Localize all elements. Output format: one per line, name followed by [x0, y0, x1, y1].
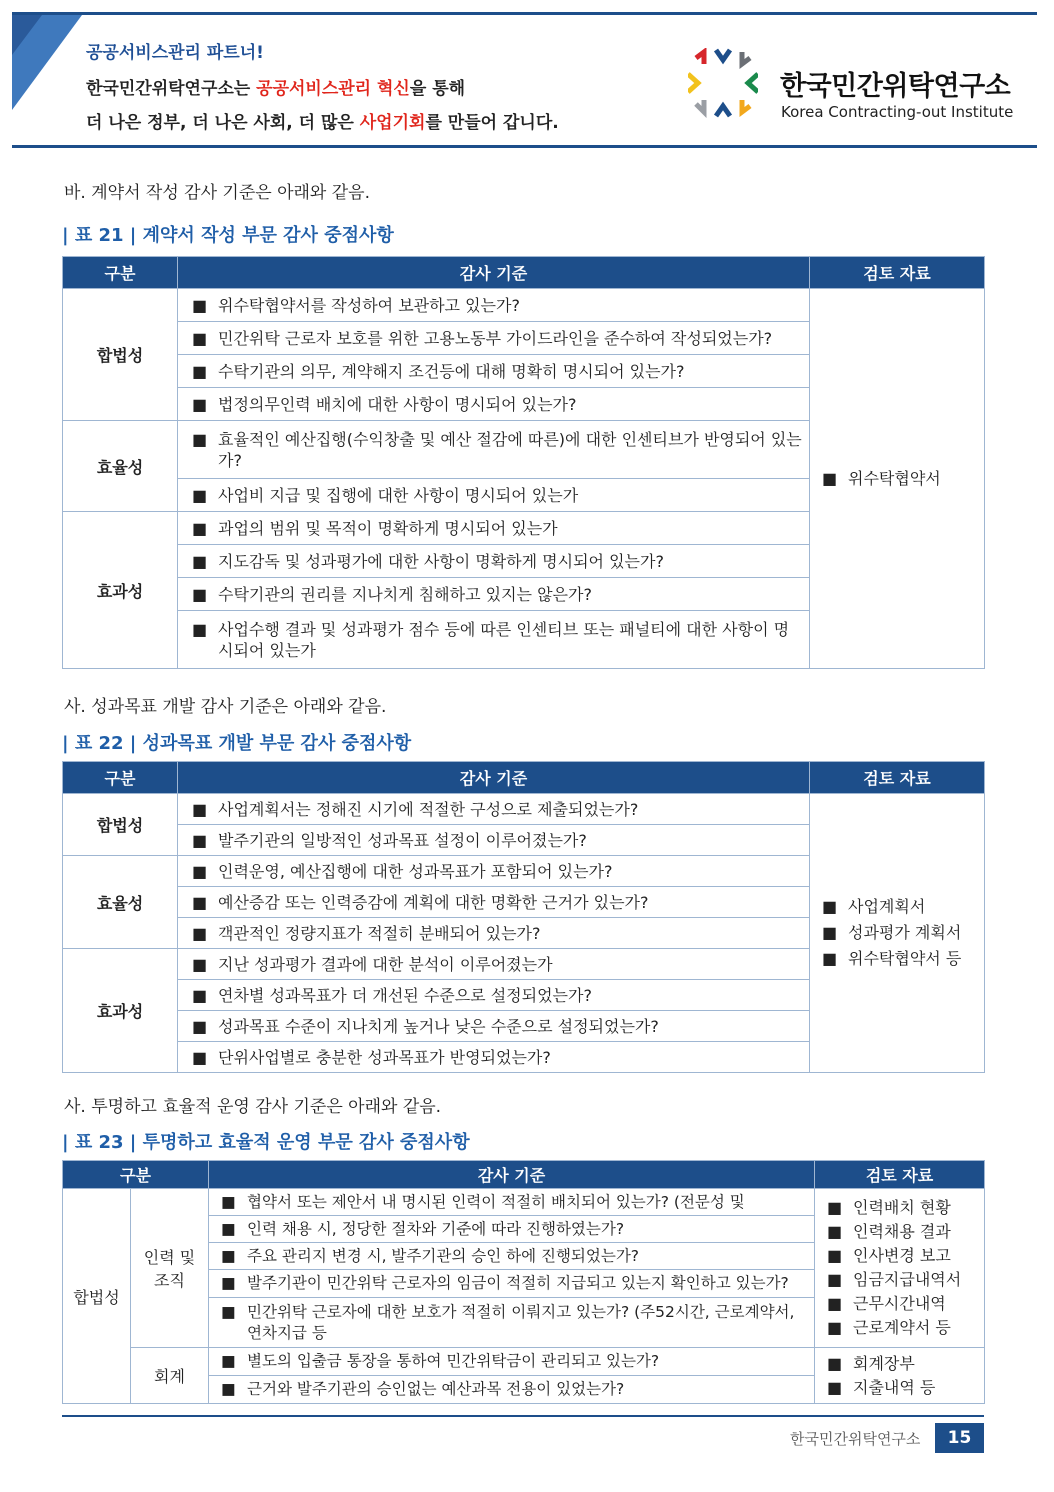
table-header-row [63, 762, 985, 794]
category-cell: 효율성 [63, 421, 178, 512]
section2-intro: 사. 성과목표 개발 감사 기준은 아래와 같음. [64, 697, 387, 717]
criteria-cell: ■ 발주기관이 민간위탁 근로자의 임금이 적절히 지급되고 있는지 확인하고 있는가? [209, 1270, 815, 1298]
table22 [62, 761, 985, 1073]
criteria-cell: ■ 인력 채용 시, 정당한 절차와 기준에 따라 진행하였는가? [209, 1216, 815, 1243]
criteria-cell: ■ 수탁기관의 권리를 지나치게 침해하고 있지는 않은가? [178, 578, 810, 611]
category-cell: 효과성 [63, 512, 178, 669]
criteria-cell: ■ 법정의무인력 배치에 대한 사항이 명시되어 있는가? [178, 388, 810, 421]
criteria-cell: ■ 협약서 또는 제안서 내 명시된 인력이 적절히 배치되어 있는가? (전문성 및 [209, 1189, 815, 1216]
tagline-innovation: 한국민간위탁연구소는 공공서비스관리 혁신을 통해 [86, 79, 466, 99]
category-cell: 합법성 [63, 1189, 131, 1404]
criteria-cell: ■ 민간위탁 근로자 보호를 위한 고용노동부 가이드라인을 준수하여 작성되었는가? [178, 322, 810, 355]
table21-caption: | 표 21 | 계약서 작성 부문 감사 중점사항 [62, 225, 394, 246]
criteria-cell: ■ 성과목표 수준이 지나치게 높거나 낮은 수준으로 설정되었는가? [178, 1011, 810, 1042]
col-header-criteria: 감사 기준 [209, 1161, 815, 1189]
table-row [63, 794, 985, 825]
header-bottom-rule [12, 145, 1037, 148]
criteria-cell: ■ 인력운영, 예산집행에 대한 성과목표가 포함되어 있는가? [178, 856, 810, 887]
col-header-review: 검토 자료 [810, 257, 985, 289]
table-row [63, 1189, 985, 1216]
criteria-cell: ■ 민간위탁 근로자에 대한 보호가 적절히 이뤄지고 있는가? (주52시간, 근로계약서, 연차지급 등 [209, 1298, 815, 1348]
criteria-cell: ■ 지난 성과평가 결과에 대한 분석이 이루어졌는가 [178, 949, 810, 980]
criteria-cell: ■ 사업비 지급 및 집행에 대한 사항이 명시되어 있는가 [178, 479, 810, 512]
tagline-partner: 공공서비스관리 파트너! [86, 43, 264, 63]
logo-name-english: Korea Contracting-out Institute [781, 103, 1014, 121]
col-header-category: 구분 [63, 257, 178, 289]
col-header-review: 검토 자료 [810, 762, 985, 794]
col-header-criteria: 감사 기준 [178, 762, 810, 794]
category-cell: 효율성 [63, 856, 178, 949]
criteria-cell: ■ 근거와 발주기관의 승인없는 예산과목 전용이 있었는가? [209, 1376, 815, 1404]
category-cell: 합법성 [63, 289, 178, 421]
category-cell: 합법성 [63, 794, 178, 856]
table21 [62, 256, 985, 669]
table-row [63, 289, 985, 322]
page-number: 15 [935, 1423, 984, 1453]
table23-caption: | 표 23 | 투명하고 효율적 운영 부문 감사 중점사항 [62, 1132, 470, 1153]
criteria-cell: ■ 객관적인 정량지표가 적절히 분배되어 있는가? [178, 918, 810, 949]
criteria-cell: ■ 지도감독 및 성과평가에 대한 사항이 명확하게 명시되어 있는가? [178, 545, 810, 578]
criteria-cell: ■ 사업수행 결과 및 성과평가 점수 등에 따른 인센티브 또는 패널티에 대한 사항이 명시되어 있는가 [178, 611, 810, 669]
col-header-criteria: 감사 기준 [178, 257, 810, 289]
table23 [62, 1160, 985, 1404]
review-cell: ■ 사업계획서 ■ 성과평가 계획서 ■ 위수탁협약서 등 [810, 794, 985, 1073]
header-top-rule [12, 12, 1037, 15]
criteria-cell: ■ 발주기관의 일방적인 성과목표 설정이 이루어졌는가? [178, 825, 810, 856]
table-header-row [63, 257, 985, 289]
review-cell: ■ 인력배치 현황 ■ 인력채용 결과 ■ 인사변경 보고 ■ 임금지급내역서 ■ 근무시간내역 ■ 근로계약서 등 [815, 1189, 985, 1348]
table-row [63, 1348, 985, 1376]
criteria-cell: ■ 수탁기관의 의무, 계약해지 조건등에 대해 명확히 명시되어 있는가? [178, 355, 810, 388]
category-cell: 효과성 [63, 949, 178, 1073]
review-cell: ■ 위수탁협약서 [810, 289, 985, 669]
logo-name-korean: 한국민간위탁연구소 [780, 71, 1011, 102]
subcategory-cell: 회계 [131, 1348, 209, 1404]
col-header-category: 구분 [63, 1161, 209, 1189]
criteria-cell: ■ 위수탁협약서를 작성하여 보관하고 있는가? [178, 289, 810, 322]
criteria-cell: ■ 주요 관리지 변경 시, 발주기관의 승인 하에 진행되었는가? [209, 1243, 815, 1270]
review-cell: ■ 회계장부 ■ 지출내역 등 [815, 1348, 985, 1404]
table-header-row [63, 1161, 985, 1189]
col-header-category: 구분 [63, 762, 178, 794]
table22-caption: | 표 22 | 성과목표 개발 부문 감사 중점사항 [62, 733, 412, 754]
section1-intro: 바. 계약서 작성 감사 기준은 아래와 같음. [64, 183, 370, 203]
col-header-review: 검토 자료 [815, 1161, 985, 1189]
criteria-cell: ■ 단위사업별로 충분한 성과목표가 반영되었는가? [178, 1042, 810, 1073]
section3-intro: 사. 투명하고 효율적 운영 감사 기준은 아래와 같음. [64, 1097, 442, 1117]
criteria-cell: ■ 효율적인 예산집행(수익창출 및 예산 절감에 따른)에 대한 인센티브가 반영되어 있는가? [178, 421, 810, 479]
subcategory-cell: 인력 및 조직 [131, 1189, 209, 1348]
header-corner-accent [12, 15, 42, 55]
criteria-cell: ■ 사업계획서는 정해진 시기에 적절한 구성으로 제출되었는가? [178, 794, 810, 825]
footer-org: 한국민간위탁연구소 [790, 1430, 921, 1448]
criteria-cell: ■ 별도의 입출금 통장을 통하여 민간위탁금이 관리되고 있는가? [209, 1348, 815, 1376]
footer-rule [62, 1415, 984, 1417]
criteria-cell: ■ 과업의 범위 및 목적이 명확하게 명시되어 있는가 [178, 512, 810, 545]
criteria-cell: ■ 연차별 성과목표가 더 개선된 수준으로 설정되었는가? [178, 980, 810, 1011]
criteria-cell: ■ 예산증감 또는 인력증감에 계획에 대한 명확한 근거가 있는가? [178, 887, 810, 918]
tagline-mission: 더 나은 정부, 더 나은 사회, 더 많은 사업기회를 만들어 갑니다. [86, 113, 559, 133]
institute-logo-icon [688, 48, 758, 118]
